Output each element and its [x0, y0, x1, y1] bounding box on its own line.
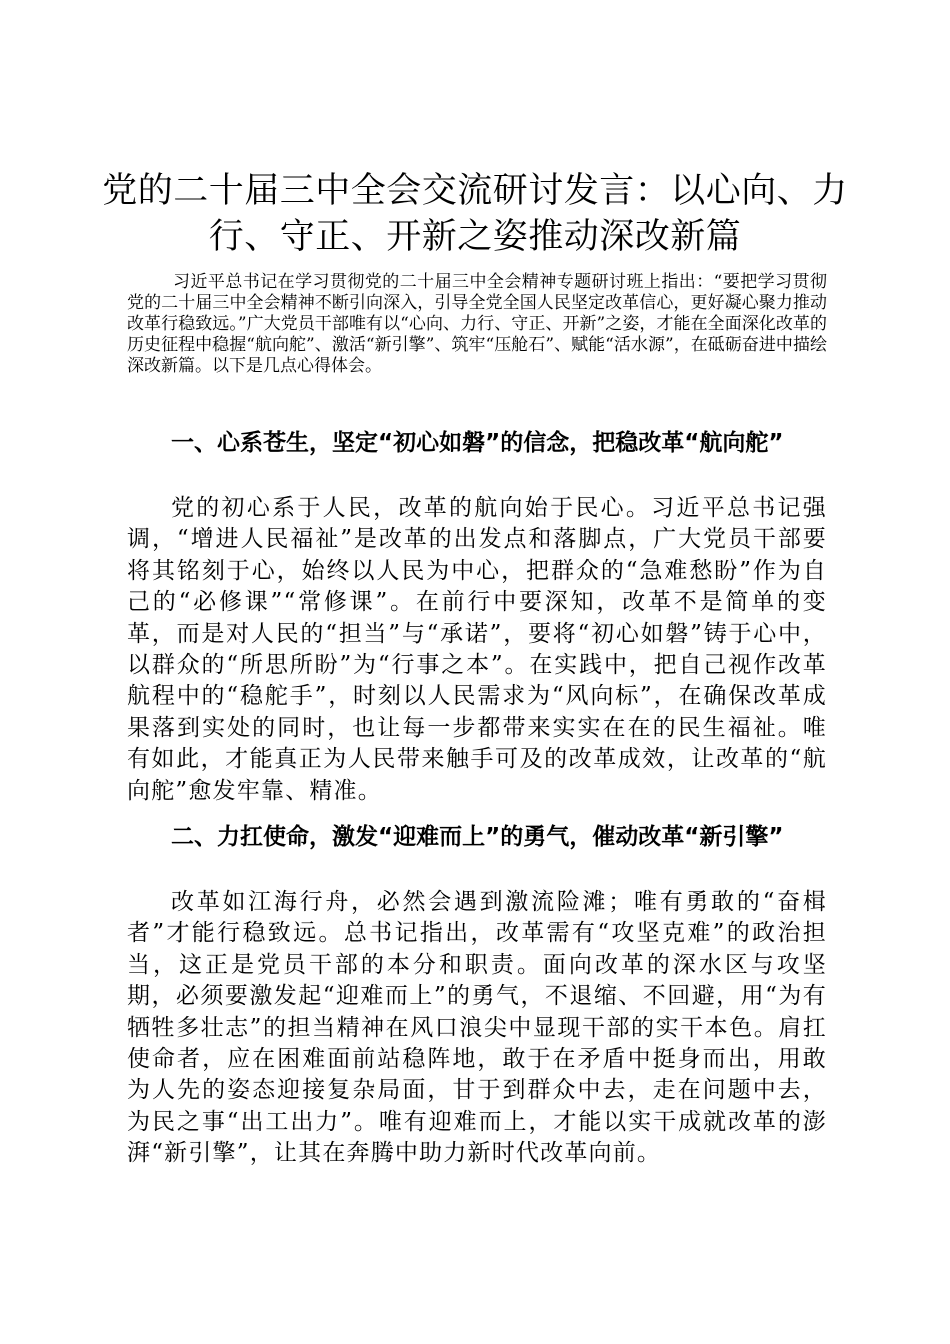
section-heading-1: 一、心系苍生，坚定“初心如磐”的信念，把稳改革“航向舵”	[171, 430, 784, 456]
section-body-2: 改革如江海行舟，必然会遇到激流险滩；唯有勇敢的“奋楫者”才能行稳致远。总书记指出，改革需有“攻坚克难”的政治担当，这正是党员干部的本分和职责。面向改革的深水区与攻坚期，必须要激发起“迎难而上”的勇气，不退缩、不回避，用“为有牺牲多壮志”的担当精神在风口浪尖中显现干部的实干本色。肩扛使命者，应在困难面前站稳阵地，敢于在矛盾中挺身而出，用敢为人先的姿态迎接复杂局面，甘于到群众中去，走在问题中去，为民之事“出工出力”。唯有迎难而上，才能以实干成就改革的澎湃“新引擎”，让其在奔腾中助力新时代改革向前。	[127, 889, 827, 1167]
section-body-1: 党的初心系于人民，改革的航向始于民心。习近平总书记强调，“增进人民福祉”是改革的出发点和落脚点，广大党员干部要将其铭刻于心，始终以人民为中心，把群众的“急难愁盼”作为自己的“必修课”“常修课”。在前行中要深知，改革不是简单的变革，而是对人民的“担当”与“承诺”，要将“初心如磐”铸于心中，以群众的“所思所盼”为“行事之本”。在实践中，把自己视作改革航程中的“稳舵手”，时刻以人民需求为“风向标”，在确保改革成果落到实处的同时，也让每一步都带来实实在在的民生福祉。唯有如此，才能真正为人民带来触手可及的改革成效，让改革的“航向舵”愈发牢靠、精准。	[127, 495, 827, 804]
section-heading-2: 二、力扛使命，激发“迎难而上”的勇气，催动改革“新引擎”	[171, 824, 784, 850]
intro-paragraph: 习近平总书记在学习贯彻党的二十届三中全会精神专题研讨班上指出：“要把学习贯彻党的二十届三中全会精神不断引向深入，引导全党全国人民坚定改革信心，更好凝心聚力推动改革行稳致远。”广大党员干部唯有以“心向、力行、守正、开新”之姿，才能在全面深化改革的历史征程中稳握“航向舵”、激活“新引擎”、筑牢“压舱石”、赋能“活水源”，在砥砺奋进中描绘深改新篇。以下是几点心得体会。	[127, 272, 827, 376]
document-title: 党的二十届三中全会交流研讨发言：以心向、力行、守正、开新之姿推动深改新篇	[102, 171, 848, 257]
